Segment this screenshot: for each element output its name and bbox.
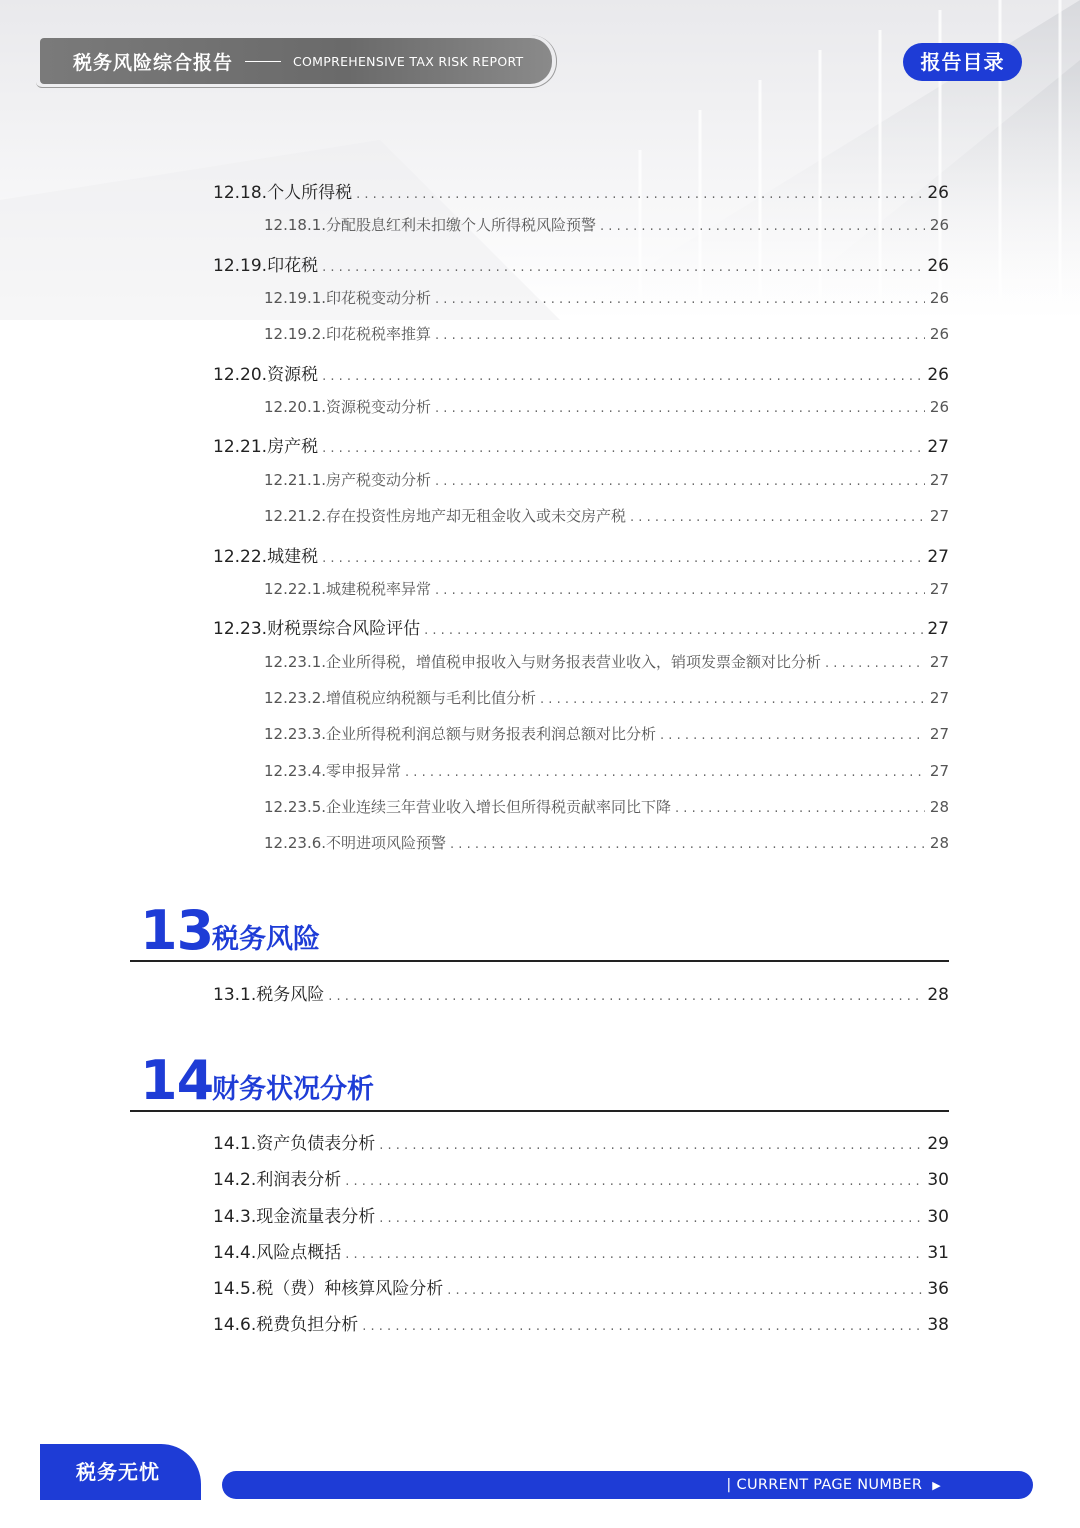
toc-entry-label: 增值税应纳税额与毛利比值分析	[326, 688, 537, 707]
toc-entry-number: 14.2.	[213, 1170, 257, 1191]
toc-entry[interactable]	[213, 1129, 949, 1154]
toc-page-number: 26	[929, 289, 949, 308]
toc-page-number: 27	[929, 688, 949, 707]
toc-entry-label: 企业连续三年营业收入增长但所得税贡献率同比下降	[326, 797, 672, 816]
toc-leader-dots	[600, 219, 925, 234]
toc-leader-dots	[356, 187, 923, 202]
toc-entry-label: 房产税变动分析	[326, 470, 432, 489]
toc-entry-number: 12.21.	[213, 437, 268, 458]
toc-entry-number: 12.23.6.	[264, 834, 327, 853]
toc-page-number: 31	[927, 1242, 949, 1263]
toc-leader-dots	[630, 510, 925, 525]
toc-entry-label: 风险点概括	[256, 1242, 342, 1263]
toc-badge: 报告目录	[903, 43, 1022, 81]
toc-entry-label: 分配股息红利未扣缴个人所得税风险预警	[326, 216, 597, 235]
toc-page-number: 36	[927, 1279, 949, 1299]
toc-entry-number: 12.23.4.	[264, 761, 327, 780]
toc-entry-number: 12.23.5.	[264, 797, 327, 816]
toc-leader-dots	[322, 551, 923, 566]
toc-entry[interactable]	[213, 1238, 949, 1263]
toc-entry-number: 12.18.	[213, 183, 268, 203]
toc-entry[interactable]	[264, 760, 949, 781]
toc-leader-dots	[447, 1283, 923, 1298]
toc-entry-label: 资源税	[267, 364, 319, 385]
toc-entry-number: 12.22.1.	[264, 579, 327, 598]
toc-page-number: 30	[927, 1206, 949, 1227]
toc-page-number: 27	[927, 546, 949, 567]
toc-entry[interactable]	[264, 723, 949, 744]
chapter-number: 13	[140, 899, 214, 962]
toc-entry-number: 14.5.	[213, 1279, 257, 1299]
header-divider	[245, 61, 281, 62]
toc-entry-number: 13.1.	[213, 985, 257, 1005]
toc-leader-dots	[435, 401, 925, 416]
toc-entry-label: 印花税税率推算	[326, 325, 432, 344]
toc-entry-label: 存在投资性房地产却无租金收入或未交房产税	[326, 507, 627, 526]
toc-entry-label: 利润表分析	[256, 1170, 342, 1191]
toc-entry-number: 14.6.	[213, 1315, 257, 1336]
toc-leader-dots	[379, 1138, 923, 1153]
toc-leader-dots	[435, 328, 925, 343]
toc-entry[interactable]	[264, 469, 949, 490]
toc-leader-dots	[435, 292, 925, 307]
toc-page-number: 38	[927, 1315, 949, 1336]
toc-entry-number: 12.18.1.	[264, 216, 327, 235]
chapter-title: 财务状况分析	[212, 1074, 374, 1105]
toc-entry-label: 财税票综合风险评估	[267, 619, 421, 640]
toc-entry-number: 12.23.2.	[264, 688, 327, 707]
toc-entry-number: 12.20.1.	[264, 398, 327, 417]
toc-entry[interactable]	[213, 1165, 949, 1190]
toc-entry[interactable]	[213, 980, 949, 1005]
toc-page-number: 26	[927, 364, 949, 385]
toc-leader-dots	[660, 728, 925, 743]
toc-leader-dots	[675, 801, 925, 816]
toc-page-number: 27	[929, 507, 949, 526]
current-page-label: | CURRENT PAGE NUMBER	[726, 1477, 923, 1493]
toc-entry-label: 税（费）种核算风险分析	[256, 1279, 444, 1299]
toc-entry[interactable]	[213, 614, 949, 639]
toc-entry[interactable]	[264, 505, 949, 526]
toc-page-number: 27	[929, 470, 949, 489]
toc-entry-number: 12.20.	[213, 364, 268, 385]
toc-entry[interactable]	[213, 432, 949, 457]
toc-entry[interactable]	[264, 287, 949, 308]
toc-entry-label: 税务风险	[256, 985, 325, 1005]
report-title: 税务风险综合报告	[73, 51, 234, 74]
toc-entry[interactable]	[213, 1310, 949, 1335]
toc-entry-label: 房产税	[267, 437, 319, 458]
toc-entry-label: 资源税变动分析	[326, 398, 432, 417]
report-header-bar	[40, 38, 552, 84]
toc-entry-label: 资产负债表分析	[256, 1134, 376, 1154]
toc-page-number: 26	[929, 398, 949, 417]
toc-entry-label: 税费负担分析	[256, 1315, 359, 1336]
toc-leader-dots	[345, 1174, 923, 1189]
chapter-13-heading	[130, 900, 949, 962]
toc-entry-number: 12.19.	[213, 255, 268, 276]
report-subtitle: COMPREHENSIVE TAX RISK REPORT	[293, 53, 524, 69]
toc-entry-number: 12.23.3.	[264, 725, 327, 744]
toc-entry[interactable]	[264, 396, 949, 417]
toc-entry[interactable]	[213, 542, 949, 567]
toc-entry-label: 零申报异常	[326, 761, 402, 780]
toc-entry-label: 企业所得税，增值税申报收入与财务报表营业收入，销项发票金额对比分析	[326, 652, 822, 671]
toc-entry[interactable]	[213, 1202, 949, 1227]
toc-page-number: 26	[927, 183, 949, 203]
toc-entry[interactable]	[213, 1274, 949, 1299]
toc-page-number: 27	[929, 761, 949, 780]
toc-leader-dots	[379, 1211, 923, 1226]
toc-entry-number: 14.4.	[213, 1242, 257, 1263]
toc-leader-dots	[435, 474, 925, 489]
toc-page-number: 27	[927, 437, 949, 458]
chapter-title: 税务风险	[212, 924, 320, 955]
toc-page-number: 26	[929, 325, 949, 344]
toc-leader-dots	[322, 441, 923, 456]
toc-page-number: 27	[929, 652, 949, 671]
toc-page-number: 27	[929, 725, 949, 744]
toc-entry-label: 企业所得税利润总额与财务报表利润总额对比分析	[326, 725, 657, 744]
toc-entry[interactable]	[264, 578, 949, 599]
toc-leader-dots	[322, 260, 923, 275]
toc-leader-dots	[424, 623, 923, 638]
toc-entry[interactable]	[264, 323, 949, 344]
toc-leader-dots	[825, 656, 925, 671]
toc-page-number: 28	[927, 985, 949, 1005]
toc-page-number: 29	[927, 1134, 949, 1154]
toc-entry-label: 印花税变动分析	[326, 289, 432, 308]
toc-entry-number: 12.19.1.	[264, 289, 327, 308]
toc-entry[interactable]	[213, 251, 949, 276]
toc-page-number: 28	[929, 834, 949, 853]
toc-entry[interactable]	[264, 832, 949, 853]
toc-leader-dots	[322, 369, 923, 384]
toc-entry[interactable]	[213, 360, 949, 385]
toc-page-number: 28	[929, 797, 949, 816]
toc-entry-label: 印花税	[267, 255, 319, 276]
toc-entry-label: 不明进项风险预警	[326, 834, 447, 853]
toc-leader-dots	[540, 692, 925, 707]
chapter-number: 14	[140, 1049, 214, 1112]
toc-leader-dots	[450, 837, 925, 852]
toc-leader-dots	[345, 1247, 923, 1262]
toc-entry[interactable]	[213, 178, 949, 203]
toc-page-number: 30	[927, 1170, 949, 1191]
toc-leader-dots	[405, 765, 925, 780]
toc-entry-number: 12.21.2.	[264, 507, 327, 526]
toc-entry-number: 12.21.1.	[264, 470, 327, 489]
toc-entry-number: 12.23.	[213, 619, 268, 640]
toc-page-number: 27	[927, 619, 949, 640]
toc-page-number: 27	[929, 579, 949, 598]
footer-brand-tab: 税务无忧	[40, 1444, 201, 1500]
toc-page-number: 26	[927, 255, 949, 276]
toc-entry-number: 12.22.	[213, 546, 268, 567]
toc-entry-number: 14.1.	[213, 1134, 257, 1154]
toc-entry-number: 12.19.2.	[264, 325, 327, 344]
toc-entry[interactable]	[264, 796, 949, 817]
toc-entry-label: 城建税	[267, 546, 319, 567]
toc-page-number: 26	[929, 216, 949, 235]
chapter-14-heading	[130, 1050, 949, 1112]
toc-leader-dots	[328, 989, 923, 1004]
toc-entry-label: 个人所得税	[267, 183, 353, 203]
toc-entry[interactable]	[264, 687, 949, 708]
toc-leader-dots	[362, 1319, 923, 1334]
play-arrow-icon: ▶	[932, 1478, 941, 1492]
toc-entry-number: 14.3.	[213, 1206, 257, 1227]
toc-entry-label: 现金流量表分析	[256, 1206, 376, 1227]
toc-leader-dots	[435, 583, 925, 598]
footer-page-bar	[222, 1471, 1033, 1499]
toc-entry[interactable]	[264, 214, 949, 235]
toc-entry[interactable]	[264, 651, 949, 672]
toc-entry-label: 城建税税率异常	[326, 579, 432, 598]
toc-entry-number: 12.23.1.	[264, 652, 327, 671]
